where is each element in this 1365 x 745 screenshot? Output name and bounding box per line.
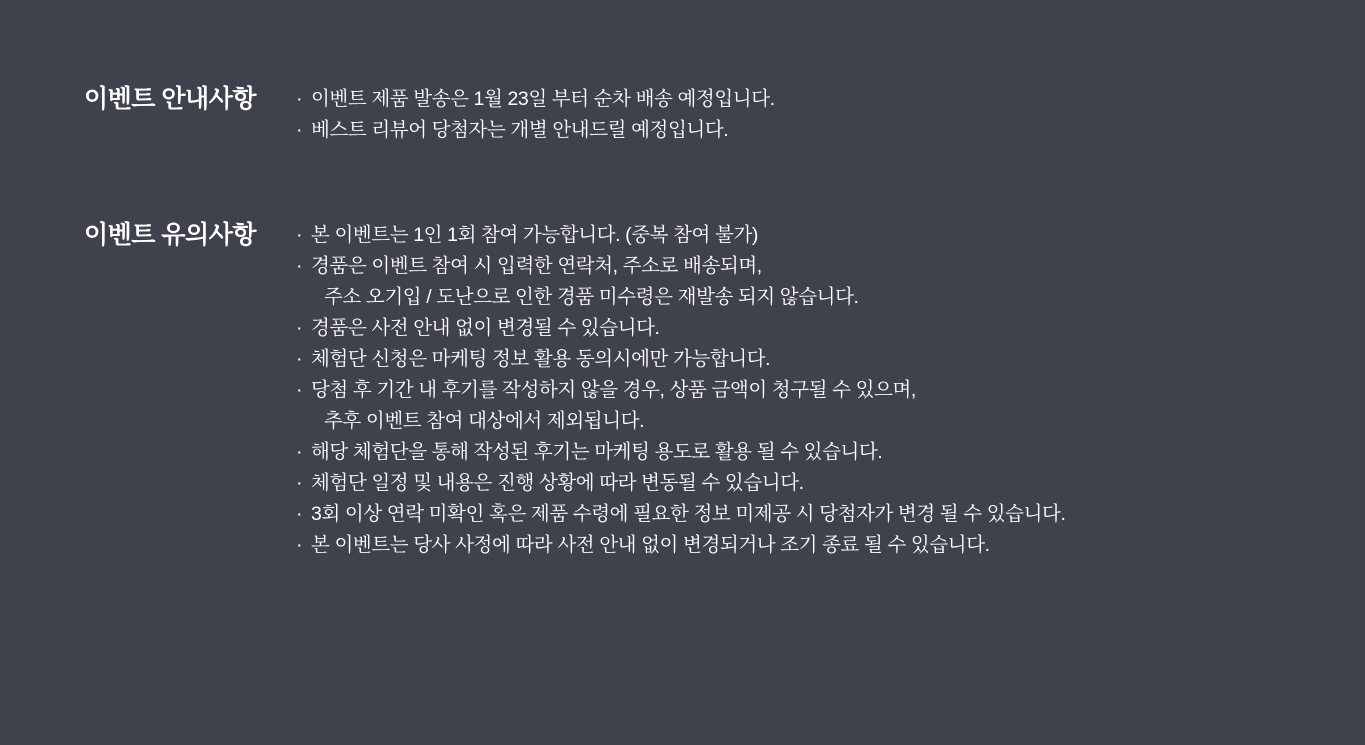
caution-line-text: 주소 오기입 / 도난으로 인한 경품 미수령은 재발송 되지 않습니다. xyxy=(324,286,859,308)
section-event-notice xyxy=(84,82,775,146)
caution-line xyxy=(296,375,1065,406)
bullet-icon: · xyxy=(296,472,303,494)
caution-line-text: 당첨 후 기간 내 후기를 작성하지 않을 경우, 상품 금액이 청구될 수 있으며, xyxy=(311,379,916,401)
notice-line xyxy=(296,115,775,146)
bullet-icon: · xyxy=(296,379,303,401)
bullet-icon: · xyxy=(296,503,303,525)
section-event-caution xyxy=(84,218,1065,561)
bullet-icon: · xyxy=(296,224,303,246)
caution-line-text: 3회 이상 연락 미확인 혹은 제품 수령에 필요한 정보 미제공 시 당첨자가 변경 될 수 있습니다. xyxy=(311,503,1066,525)
caution-line xyxy=(296,220,1065,251)
bullet-icon: · xyxy=(296,317,303,339)
caution-line-continuation xyxy=(296,282,1065,313)
caution-line xyxy=(296,344,1065,375)
caution-line-text: 본 이벤트는 당사 사정에 따라 사전 안내 없이 변경되거나 조기 종료 될 수 있습니다. xyxy=(311,534,990,556)
caution-line xyxy=(296,313,1065,344)
caution-line-text: 본 이벤트는 1인 1회 참여 가능합니다. (중복 참여 불가) xyxy=(311,224,758,246)
section-body-event-notice xyxy=(296,82,775,146)
bullet-icon: · xyxy=(296,119,303,141)
caution-line xyxy=(296,530,1065,561)
bullet-icon: · xyxy=(296,88,303,110)
bullet-icon: · xyxy=(296,534,303,556)
caution-line-text: 경품은 이벤트 참여 시 입력한 연락처, 주소로 배송되며, xyxy=(311,255,762,277)
bullet-icon: · xyxy=(296,441,303,463)
caution-line-text: 경품은 사전 안내 없이 변경될 수 있습니다. xyxy=(311,317,660,339)
caution-line-continuation xyxy=(296,406,1065,437)
notice-line xyxy=(296,84,775,115)
caution-line-text: 체험단 일정 및 내용은 진행 상황에 따라 변동될 수 있습니다. xyxy=(311,472,804,494)
notice-line-text: 이벤트 제품 발송은 1월 23일 부터 순차 배송 예정입니다. xyxy=(311,88,775,110)
notice-line-text: 베스트 리뷰어 당첨자는 개별 안내드릴 예정입니다. xyxy=(311,119,729,141)
section-title-event-notice: 이벤트 안내사항 xyxy=(84,85,256,113)
bullet-icon: · xyxy=(296,255,303,277)
caution-line xyxy=(296,251,1065,282)
caution-line-text: 추후 이벤트 참여 대상에서 제외됩니다. xyxy=(324,410,645,432)
caution-line xyxy=(296,468,1065,499)
section-title-event-caution: 이벤트 유의사항 xyxy=(84,221,256,249)
section-body-event-caution xyxy=(296,218,1065,561)
caution-line-text: 체험단 신청은 마케팅 정보 활용 동의시에만 가능합니다. xyxy=(311,348,771,370)
caution-line-text: 해당 체험단을 통해 작성된 후기는 마케팅 용도로 활용 될 수 있습니다. xyxy=(311,441,883,463)
caution-line xyxy=(296,499,1065,530)
caution-line xyxy=(296,437,1065,468)
bullet-icon: · xyxy=(296,348,303,370)
